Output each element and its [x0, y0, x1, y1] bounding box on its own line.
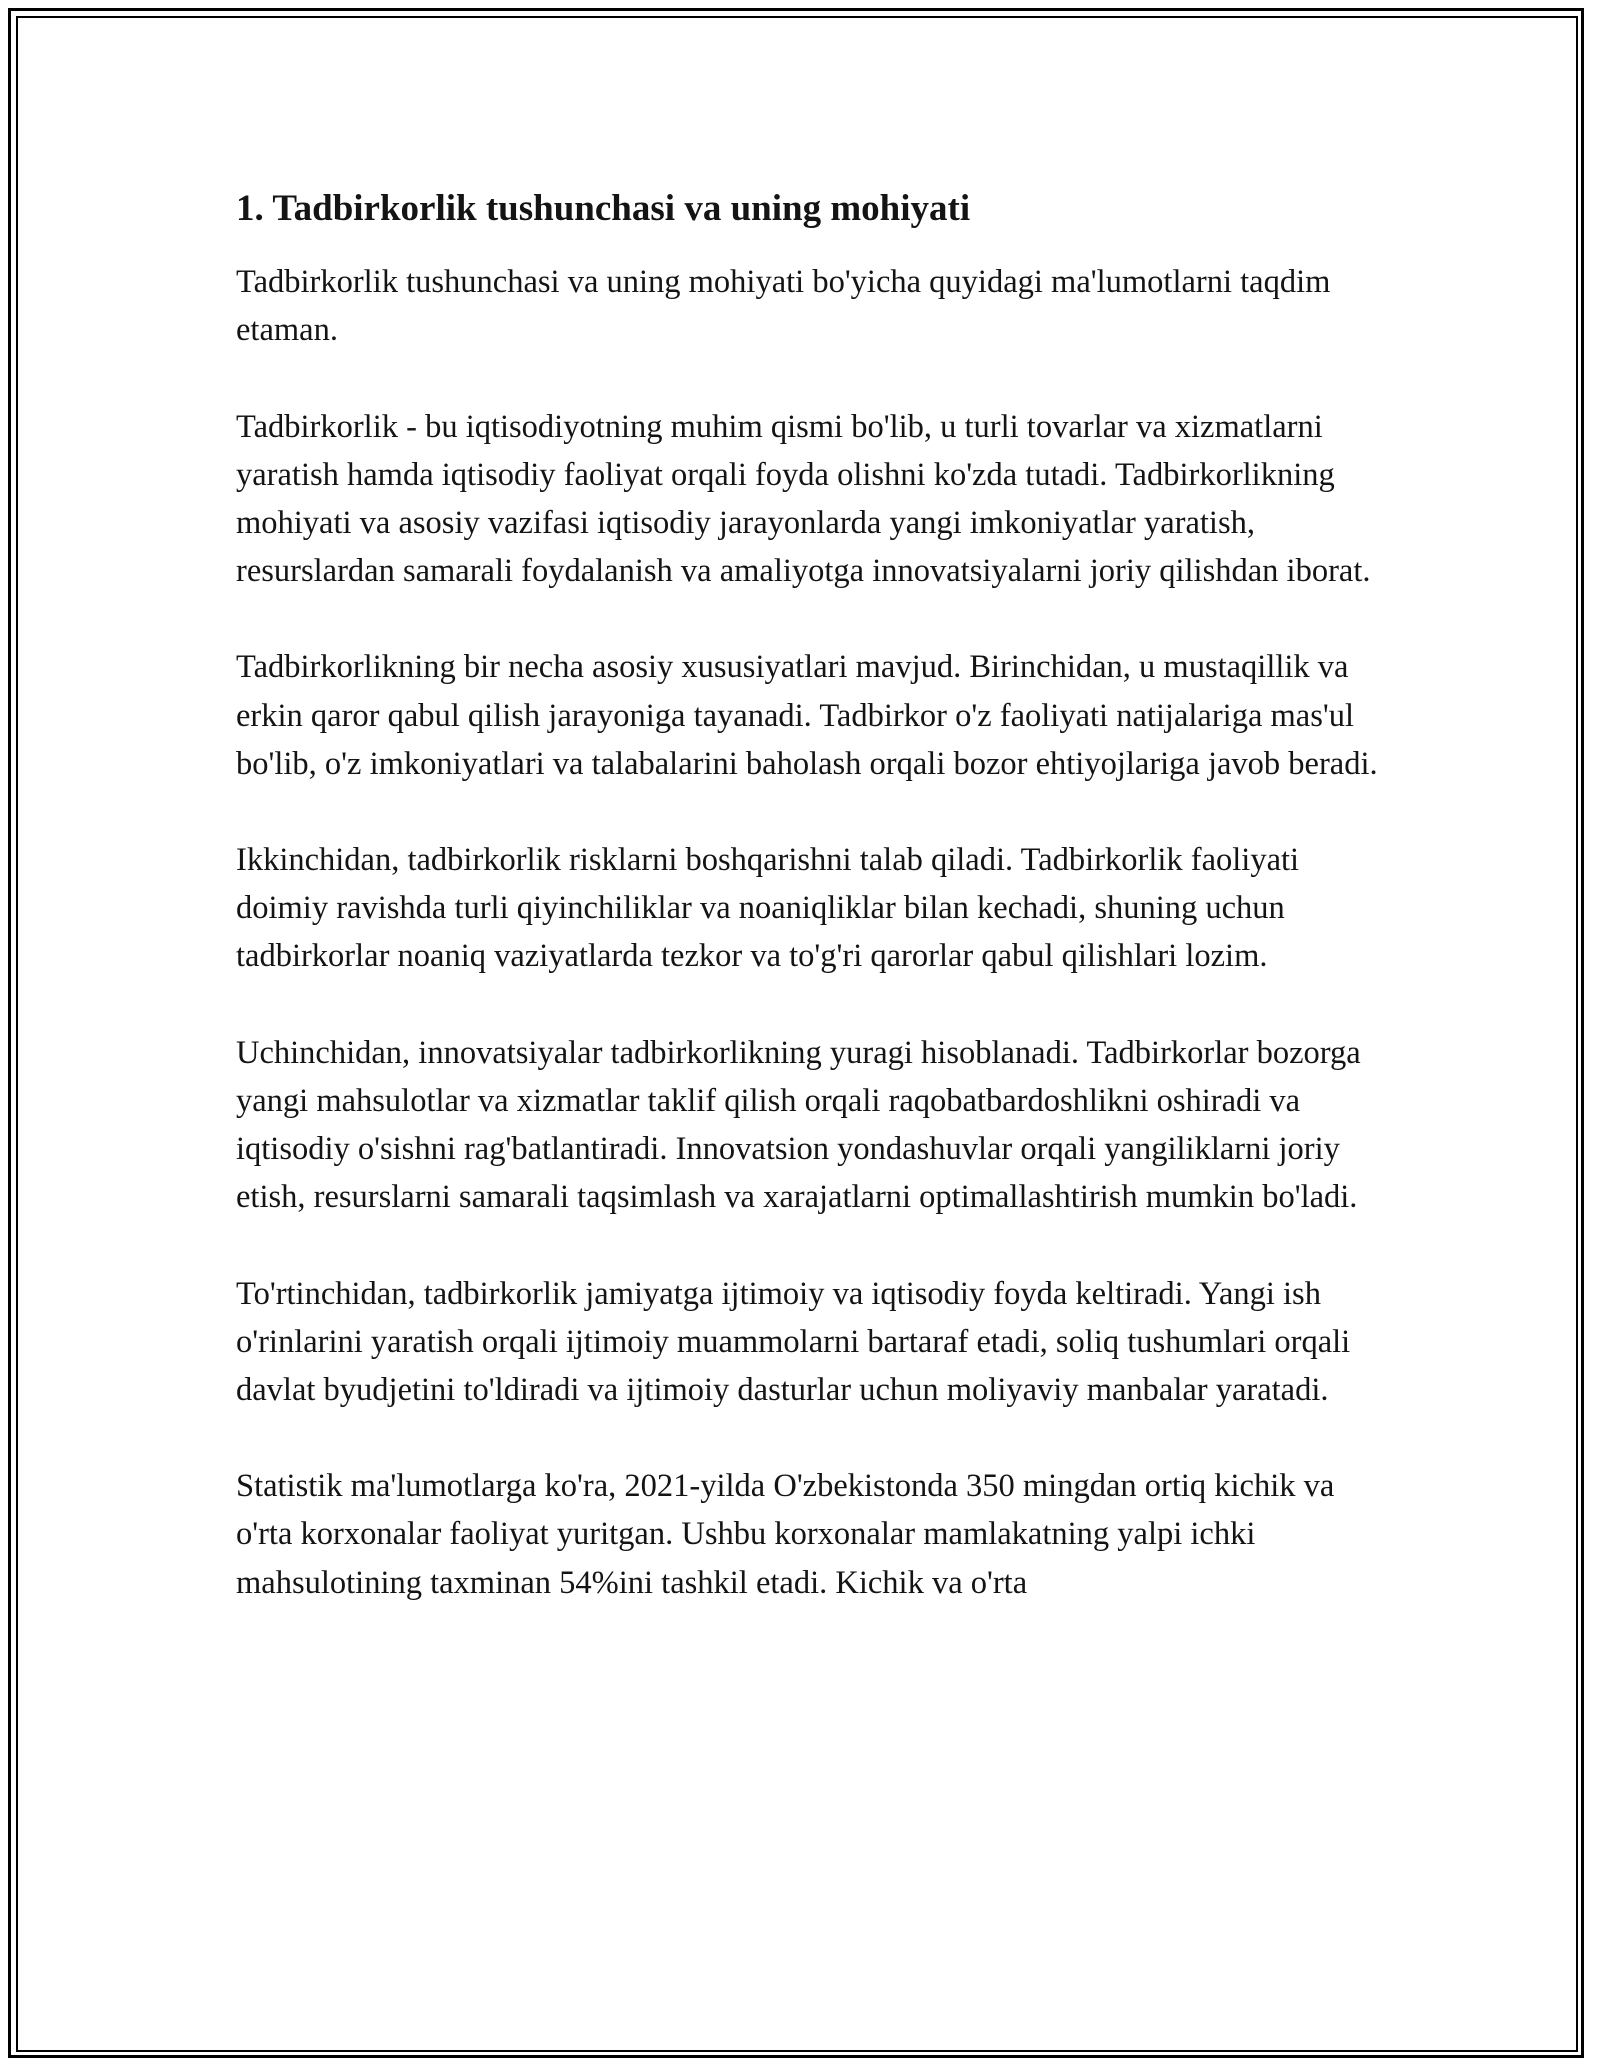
paragraph-statistics: Statistik ma'lumotlarga ko'ra, 2021-yilda O'zbekistonda 350 mingdan ortiq kichik va o'rta korxonalar faoliyat yuritgan. Ushbu korxonalar mamlakatning yalpi ichki mahsulotining taxminan 54%ini tashkil etadi. Kichik va o'rta — [236, 1468, 1335, 1601]
section-heading: 1. Tadbirkorlik tushunchasi va uning mohiyati — [236, 188, 971, 229]
paragraph-fourth-feature: To'rtinchidan, tadbirkorlik jamiyatga ijtimoiy va iqtisodiy foyda keltiradi. Yangi ish o'rinlarini yaratish orqali ijtimoiy muammolarni bartaraf etadi, soliq tushumlari orqali davlat byudjetini to'ldiradi va ijtimoiy dasturlar uchun moliyaviy manbalar yaratadi. — [236, 1275, 1351, 1408]
paragraph-first-feature: Tadbirkorlikning bir necha asosiy xususiyatlari mavjud. Birinchidan, u mustaqillik va erkin qaror qabul qilish jarayoniga tayanadi. Tadbirkor o'z faoliyati natijalariga mas'ul bo'lib, o'z imkoniyatlari va talabalarini baholash orqali bozor ehtiyojlariga javob beradi. — [236, 649, 1378, 782]
paragraph-second-feature: Ikkinchidan, tadbirkorlik risklarni boshqarishni talab qiladi. Tadbirkorlik faoliyati doimiy ravishda turli qiyinchiliklar va noaniqliklar bilan kechadi, shuning uchun tadbirkorlar noaniq vaziyatlarda tezkor va to'g'ri qarorlar qabul qilishlari lozim. — [236, 842, 1300, 975]
paragraph-intro: Tadbirkorlik tushunchasi va uning mohiyati bo'yicha quyidagi ma'lumotlarni taqdim etaman. — [236, 264, 1331, 349]
paragraph-third-feature: Uchinchidan, innovatsiyalar tadbirkorlikning yuragi hisoblanadi. Tadbirkorlar bozorga yangi mahsulotlar va xizmatlar taklif qilish orqali raqobatbardoshlikni oshiradi va iqtisodiy o'sishni rag'batlantiradi. Innovatsion yondashuvlar orqali yangiliklarni joriy etish, resurslarni samarali taqsimlash va xarajatlarni optimallashtirish mumkin bo'ladi. — [236, 1034, 1361, 1216]
paragraph-definition: Tadbirkorlik - bu iqtisodiyotning muhim qismi bo'lib, u turli tovarlar va xizmatlarni yaratish hamda iqtisodiy faoliyat orqali foyda olishni ko'zda tutadi. Tadbirkorlikning mohiyati va asosiy vazifasi iqtisodiy jarayonlarda yangi imkoniyatlar yaratish, resurslardan samarali foydalanish va amaliyotga innovatsiyalarni joriy qilishdan iborat. — [236, 408, 1371, 590]
document-body — [236, 186, 1386, 1655]
